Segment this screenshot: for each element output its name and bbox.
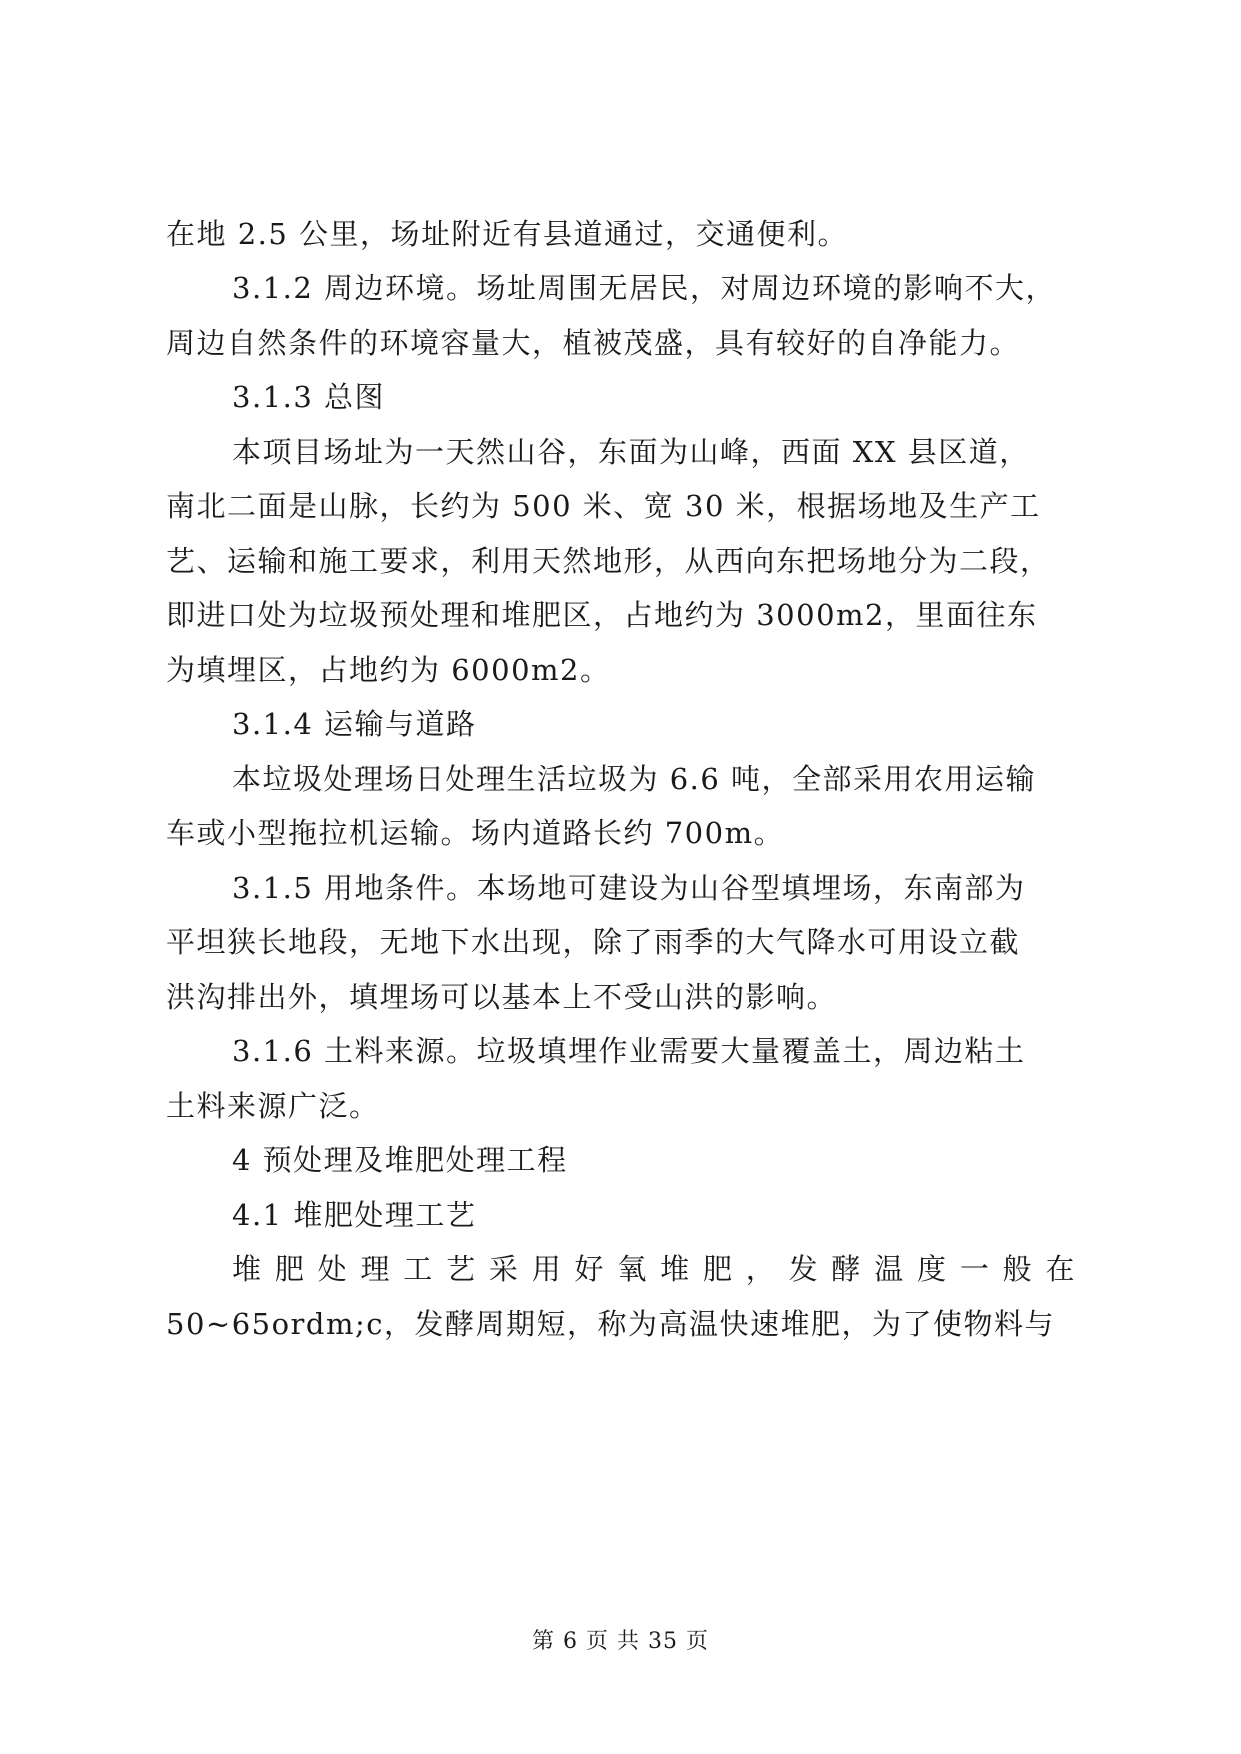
section-heading-4: 4 预处理及堆肥处理工程 (232, 1143, 568, 1177)
text-line: 艺、运输和施工要求，利用天然地形，从西向东把场地分为二段， (166, 544, 1051, 578)
text-line: 即进口处为垃圾预处理和堆肥区，占地约为 3000m2，里面往东 (166, 598, 1038, 632)
section-heading-3-1-4: 3.1.4 运输与道路 (232, 707, 477, 741)
text-line: 土料来源广泛。 (166, 1089, 380, 1123)
section-3-1-6-line: 3.1.6 土料来源。垃圾填埋作业需要大量覆盖土，周边粘土 (232, 1034, 1026, 1068)
text-line: 50~65ordm;c，发酵周期短，称为高温快速堆肥，为了使物料与 (166, 1307, 1056, 1341)
text-line: 在地 2.5 公里，场址附近有县道通过，交通便利。 (166, 217, 849, 251)
text-line: 本项目场址为一天然山谷，东面为山峰，西面 XX 县区道， (232, 435, 1030, 469)
text-line: 洪沟排出外，填埋场可以基本上不受山洪的影响。 (166, 980, 838, 1014)
section-heading-3-1-3: 3.1.3 总图 (232, 380, 386, 414)
section-heading-4-1: 4.1 堆肥处理工艺 (232, 1198, 477, 1232)
text-line: 南北二面是山脉，长约为 500 米、宽 30 米，根据场地及生产工 (166, 489, 1041, 523)
section-3-1-2-line: 3.1.2 周边环境。场址周围无居民，对周边环境的影响不大， (232, 271, 1057, 305)
text-line: 车或小型拖拉机运输。场内道路长约 700m。 (166, 816, 785, 850)
text-line: 为填埋区，占地约为 6000m2。 (166, 653, 611, 687)
section-3-1-5-line: 3.1.5 用地条件。本场地可建设为山谷型填埋场，东南部为 (232, 871, 1026, 905)
text-line-justified: 堆肥处理工艺采用好氧堆肥，发酵温度一般在 (232, 1252, 1076, 1286)
text-line: 周边自然条件的环境容量大，植被茂盛，具有较好的自净能力。 (166, 326, 1021, 360)
text-line: 本垃圾处理场日处理生活垃圾为 6.6 吨，全部采用农用运输 (232, 762, 1037, 796)
text-line: 平坦狭长地段，无地下水出现，除了雨季的大气降水可用设立截 (166, 925, 1021, 959)
page-number-footer: 第 6 页 共 35 页 (532, 1629, 709, 1654)
